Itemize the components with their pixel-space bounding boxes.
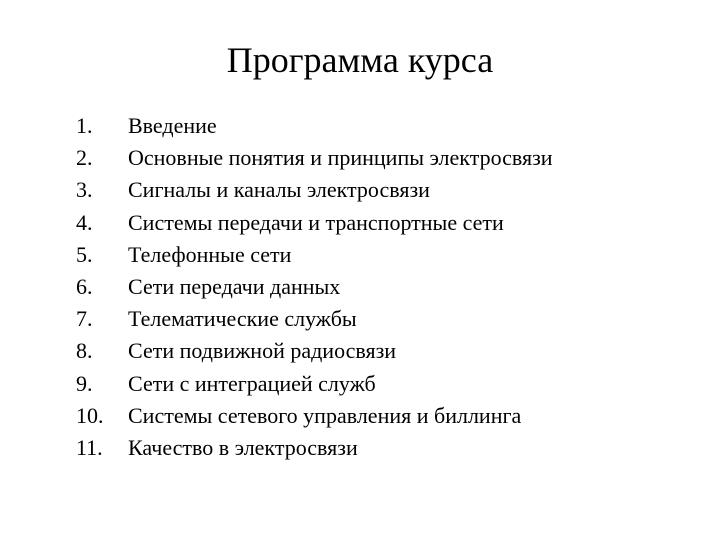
item-text: Телематические службы xyxy=(128,306,357,332)
list-item xyxy=(76,110,553,142)
item-text: Телефонные сети xyxy=(128,241,292,267)
item-number: 2. xyxy=(76,145,93,171)
slide-title: Программа курса xyxy=(226,40,494,80)
list-item xyxy=(76,174,553,206)
item-number: 7. xyxy=(76,306,93,332)
list-item xyxy=(76,432,553,464)
list-item xyxy=(76,142,553,174)
list-item xyxy=(76,303,553,335)
item-number: 11. xyxy=(76,434,103,460)
item-number: 9. xyxy=(76,370,93,396)
list-item xyxy=(76,239,553,271)
item-text: Сети подвижной радиосвязи xyxy=(128,338,397,364)
item-text: Сигналы и каналы электросвязи xyxy=(128,177,430,203)
item-number: 1. xyxy=(76,113,93,139)
item-number: 5. xyxy=(76,241,93,267)
item-text: Системы сетевого управления и биллинга xyxy=(128,402,522,428)
course-outline-list xyxy=(76,110,553,464)
item-number: 3. xyxy=(76,177,93,203)
list-item xyxy=(76,400,553,432)
item-text: Системы передачи и транспортные сети xyxy=(128,209,504,235)
item-number: 8. xyxy=(76,338,93,364)
item-text: Введение xyxy=(128,113,217,139)
list-item xyxy=(76,368,553,400)
item-text: Сети передачи данных xyxy=(128,274,341,300)
item-text: Основные понятия и принципы электросвязи xyxy=(128,145,553,171)
item-number: 10. xyxy=(76,402,104,428)
list-item xyxy=(76,207,553,239)
item-text: Сети с интеграцией служб xyxy=(128,370,376,396)
list-item xyxy=(76,271,553,303)
item-number: 6. xyxy=(76,274,93,300)
list-item xyxy=(76,335,553,367)
item-number: 4. xyxy=(76,209,93,235)
item-text: Качество в электросвязи xyxy=(128,434,358,460)
